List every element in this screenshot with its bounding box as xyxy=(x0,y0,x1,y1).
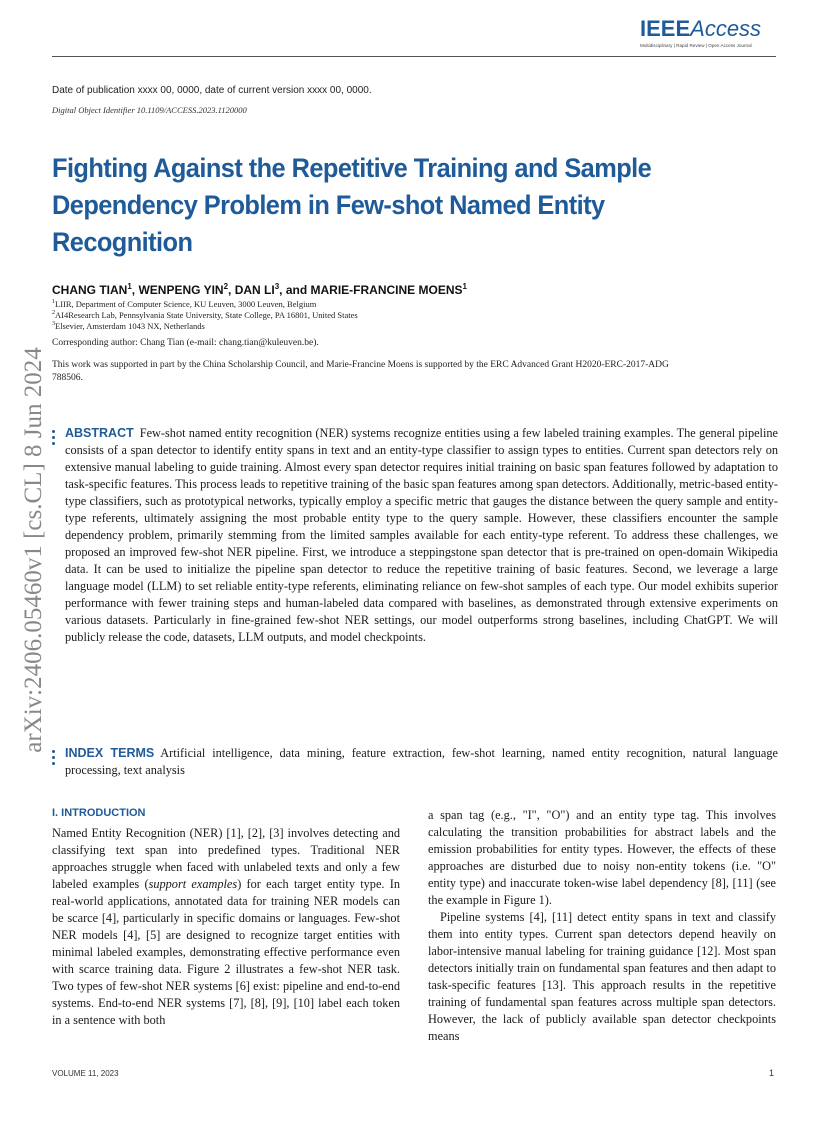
author-affil-mark: 3 xyxy=(274,282,280,291)
logo-ieee: IEEE xyxy=(640,16,691,41)
abstract xyxy=(65,425,778,646)
body-paragraph: Pipeline systems [4], [11] detect entity spans in text and classify them into entity types. Current span detectors depend heavily on labor-intensive manual labeling for training guidance [12]. Most span detectors initially train on fundamental span features and then adapt to task-specific features [13]. This approach results in the repetitive training of fundamental span features across multiple span detectors. However, the lack of publicly available span detector checkpoints means xyxy=(428,910,776,1043)
paragraph-text: Named Entity Recognition (NER) [1], [2], [3] involves detecting and classifying text span into predefined types. Traditional NER approaches struggle when faced with unlabeled texts and only a few labeled examples ( xyxy=(52,826,400,891)
index-terms xyxy=(65,745,778,779)
affiliation xyxy=(52,310,772,320)
affiliation-mark: 1 xyxy=(52,299,55,306)
author-name: CHANG TIAN xyxy=(52,283,128,297)
index-terms-text: Artificial intelligence, data mining, feature extraction, few-shot learning, named entity recognition, natural language processing, text analysis xyxy=(65,746,778,777)
affiliation-text: LIIR, Department of Computer Science, KU Leuven, 3000 Leuven, Belgium xyxy=(55,299,317,309)
author-list xyxy=(52,282,467,297)
affiliation-mark: 2 xyxy=(52,310,55,317)
header-rule xyxy=(52,56,776,57)
abstract-text: Few-shot named entity recognition (NER) systems recognize entities using a few labeled training examples. The general pipeline consists of a span detector to identify entity spans in text and an entity-type classifier to assign types to entities. Current span detectors rely on extensive manual labeling to guide training. Almost every span detector requires initial training on basic span features followed by adaptation to task-specific features. This process leads to repetitive training of the basic span features among span detectors. Additionally, metric-based entity-type classifiers, such as prototypical networks, typically employ a specific metric that gauges the distance between the query sample and entity-type referents, ultimately assigning the most probable entity type to the query sample. However, these classifiers encounter the sample dependency problem, primarily stemming from the limited samples available for each entity-type referent. To address these challenges, we proposed an improved few-shot NER pipeline. First, we introduce a steppingstone span detector that is pre-trained on open-domain Wikipedia data. It can be used to initialize the pipeline span detector to reduce the repetitive training of basic features. Second, we leverage a large language model (LLM) to set reliable entity-type referents, eliminating reliance on few-shot samples of each type. Our model exhibits superior performance with fewer training steps and human-labeled data compared with baselines, as demonstrated through extensive experiments on various datasets. Particularly in fine-grained few-shot NER settings, our model outperforms strong baselines, including ChatGPT. We will publicly release the code, datasets, LLM outputs, and model checkpoints. xyxy=(65,426,778,644)
index-terms-dots-icon xyxy=(52,750,58,768)
author-separator: , xyxy=(131,283,139,297)
index-terms-label: INDEX TERMS xyxy=(65,746,155,760)
author-separator: , and xyxy=(279,283,311,297)
journal-logo xyxy=(640,16,770,56)
author-separator: , xyxy=(228,283,235,297)
paper-title: Fighting Against the Repetitive Training and Sample Dependency Problem in Few-shot Named Entity Recognition xyxy=(52,153,652,257)
author-name: DAN LI xyxy=(234,283,275,297)
journal-tagline: Multidisciplinary | Rapid Review | Open Access Journal xyxy=(640,43,752,48)
page-number: 1 xyxy=(769,1068,775,1078)
arxiv-sidebar xyxy=(14,300,54,800)
corresponding-author: Corresponding author: Chang Tian (e-mail: chang.tian@kuleuven.be). xyxy=(52,338,319,348)
section-heading: I. INTRODUCTION xyxy=(52,807,146,819)
journal-logo-wordmark xyxy=(640,16,770,42)
affiliation xyxy=(52,321,772,331)
funding-note: This work was supported in part by the China Scholarship Council, and Marie-Francine Moens is supported by the ERC Advanced Grant H2020-ERC-2017-ADG 788506. xyxy=(52,360,669,383)
author-name: WENPENG YIN xyxy=(138,283,224,297)
footer-volume: VOLUME 11, 2023 xyxy=(52,1069,119,1078)
body-column-right xyxy=(428,807,776,1045)
affiliation-mark: 3 xyxy=(52,321,55,328)
affiliation-text: AI4Research Lab, Pennsylvania State University, State College, PA 16801, United States xyxy=(55,310,358,320)
abstract-dots-icon xyxy=(52,430,58,448)
author-affil-mark: 1 xyxy=(127,282,132,291)
emphasis-text: support examples xyxy=(148,877,238,891)
body-paragraph: a span tag (e.g., "I", "O") and an entity type tag. This involves calculating the transition probabilities for abstract labels and the emission probabilities for entity types. However, the effects of these approaches are disturbed due to noisy non-entity tokens (i.e. "O" entity type) and inaccurate token-wise label dependency [8], [11] (see the example in Figure 1). xyxy=(428,808,776,907)
body-column-left xyxy=(52,807,400,1029)
author-name: MARIE-FRANCINE MOENS xyxy=(310,283,463,297)
affiliation xyxy=(52,299,772,309)
author-affil-mark: 2 xyxy=(223,282,229,291)
author-affil-mark: 1 xyxy=(462,282,467,291)
paragraph-text: ) for each target entity type. In real-world applications, annotated data for training NER models can be scarce [4], particularly in specific domains or languages. Few-shot NER models [4], [5] are designed to recognize target entities with minimal labeled examples, demonstrating effective performance even with scarce training data. Figure 2 illustrates a few-shot NER task. Two types of few-shot NER systems [6] exist: pipeline and end-to-end systems. End-to-end NER systems [7], [8], [9], [10] label each token in a sentence with both xyxy=(52,877,400,1027)
arxiv-stamp: arXiv:2406.05460v1 [cs.CL] 8 Jun 2024 xyxy=(20,347,47,753)
abstract-label: ABSTRACT xyxy=(65,426,134,440)
logo-access: Access xyxy=(690,16,762,41)
publication-date: Date of publication xxxx 00, 0000, date of current version xxxx 00, 0000. xyxy=(52,85,372,96)
body-paragraph xyxy=(52,825,400,1029)
doi-line: Digital Object Identifier 10.1109/ACCESS.2023.1120000 xyxy=(52,105,247,115)
affiliation-text: Elsevier, Amsterdam 1043 NX, Netherlands xyxy=(55,321,205,331)
